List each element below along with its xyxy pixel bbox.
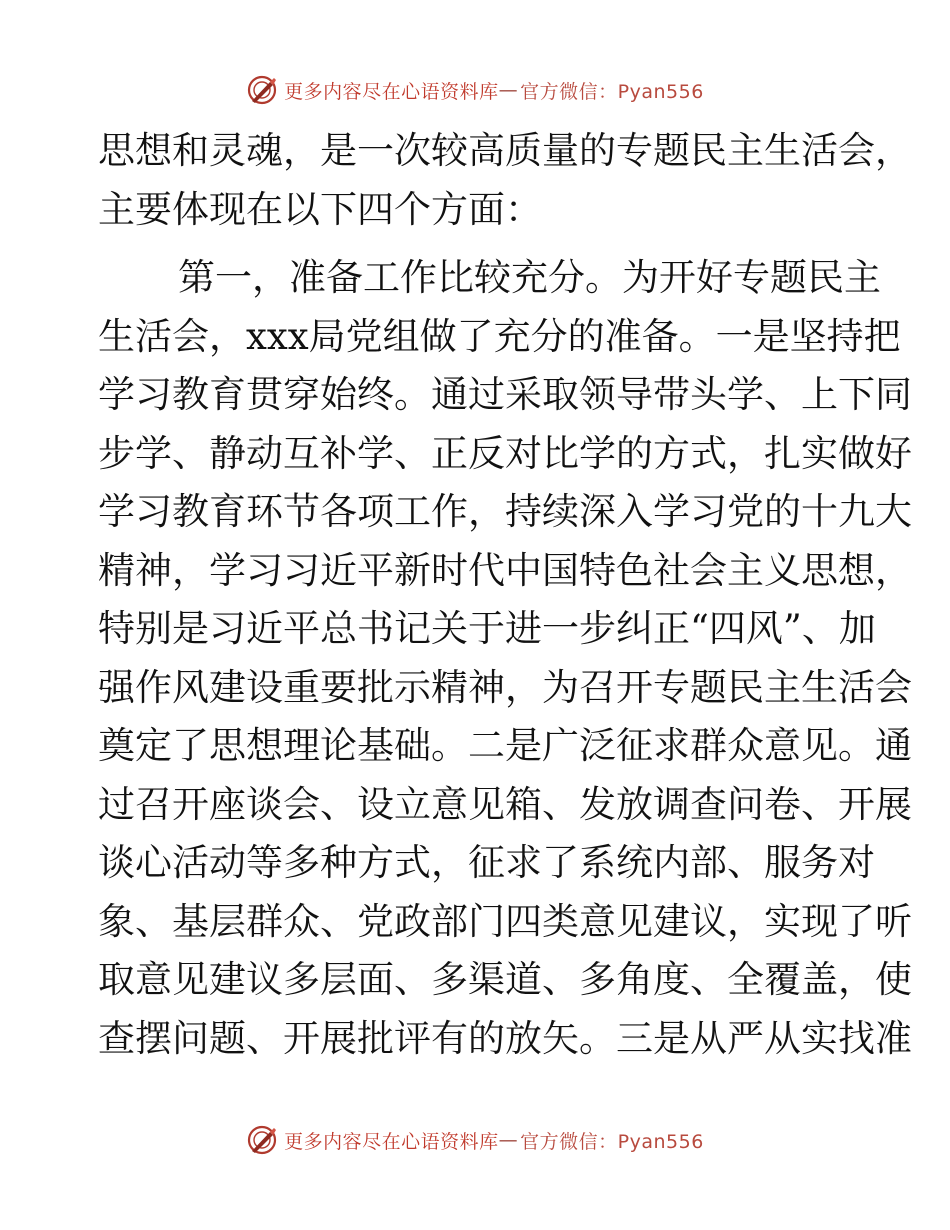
text-line: 主要体现在以下四个方面： [98,187,542,231]
paragraph-1 [98,122,912,239]
pen-circle-logo-icon [246,1124,278,1156]
text-line: 生活会，xxx局党组做了充分的准备。一是坚持把 [98,314,901,358]
text-line: 过召开座谈会、设立意见箱、发放调查问卷、开展 [98,782,912,826]
watermark-contact: 官方微信：Pyan556 [520,80,704,103]
watermark-separator: — [498,79,519,101]
watermark-site-name: 更多内容尽在心语资料库 [284,80,499,103]
text-line: 奠定了思想理论基础。二是广泛征求群众意见。通 [98,724,912,767]
pen-circle-logo-icon [246,74,278,106]
text-line: 精神，学习习近平新时代中国特色社会主义思想， [98,548,912,592]
text-line: 取意见建议多层面、多渠道、多角度、全覆盖，使 [98,958,912,1001]
footer-watermark [0,1124,950,1156]
text-line: 第一，准备工作比较充分。为开好专题民主 [178,256,881,299]
header-watermark [0,74,950,106]
watermark-separator: — [498,1129,519,1151]
text-line: 谈心活动等多种方式，征求了系统内部、服务对 [98,841,875,884]
text-line: 步学、静动互补学、正反对比学的方式，扎实做好 [98,431,912,475]
watermark-site-name: 更多内容尽在心语资料库 [284,1130,499,1153]
text-line: 思想和灵魂，是一次较高质量的专题民主生活会， [98,129,912,172]
document-body [98,122,912,1068]
text-line: 查摆问题、开展批评有的放矢。三是从严从实找准 [98,1016,912,1060]
text-line: 象、基层群众、党政部门四类意见建议，实现了听 [98,899,912,943]
paragraph-2 [98,249,912,1068]
text-line: 学习教育贯穿始终。通过采取领导带头学、上下同 [98,373,912,416]
text-line: 强作风建设重要批示精神，为召开专题民主生活会 [98,665,912,709]
text-line: 学习教育环节各项工作，持续深入学习党的十九大 [98,490,912,533]
text-line: 特别是习近平总书记关于进一步纠正“四风”、加 [98,607,876,650]
watermark-contact: 官方微信：Pyan556 [520,1130,704,1153]
